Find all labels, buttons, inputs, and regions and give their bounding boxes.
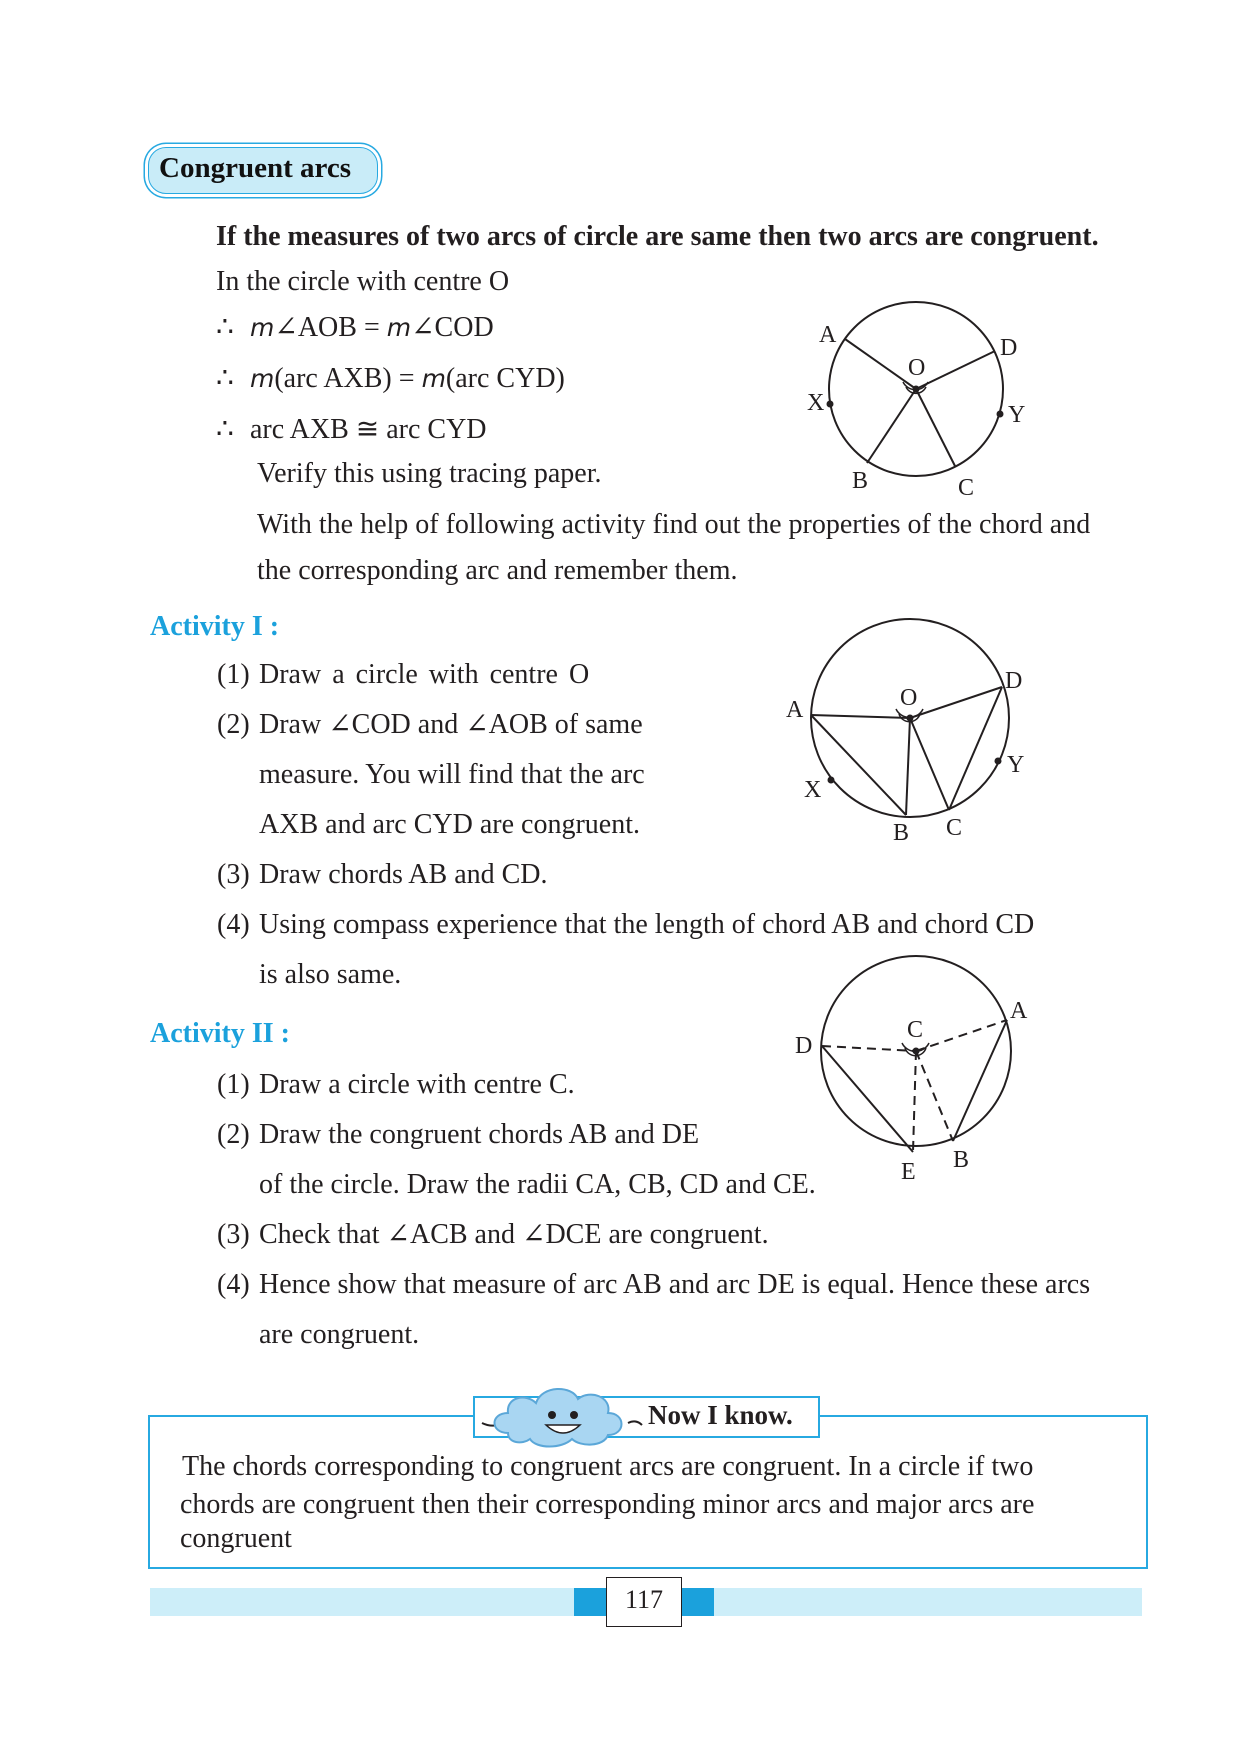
activity-2-item-4-line-2: are congruent.	[259, 1319, 420, 1350]
activity-2-item-2-line-2: of the circle. Draw the radii CA, CB, CD and CE.	[259, 1169, 816, 1200]
label-Y: Y	[1007, 752, 1025, 778]
activity-1-item-4-line-2: is also same.	[259, 959, 402, 990]
therefore-icon: ∴	[216, 312, 234, 343]
therefore-icon: ∴	[216, 363, 234, 394]
label-E: E	[901, 1159, 916, 1185]
label-C: C	[958, 475, 975, 500]
label-A: A	[1010, 998, 1028, 1024]
activity-1-title: Activity I :	[150, 611, 280, 642]
label-O: O	[908, 355, 926, 381]
label-B: B	[953, 1147, 970, 1173]
label-B: B	[893, 820, 910, 846]
figure-3-circle	[785, 945, 1045, 1185]
activity-1-item-2: (2) Draw ∠COD and ∠AOB of same	[217, 709, 643, 740]
section-heading: Congruent arcs	[159, 152, 351, 184]
activity-1-item-2-line-2: measure. You will find that the arc	[259, 759, 645, 790]
intro-line: In the circle with centre O	[216, 266, 510, 297]
figure-1-circle	[795, 290, 1055, 500]
activity-intro-line-1: With the help of following activity find out the properties of the chord and	[257, 509, 1091, 540]
now-i-know-label: Now I know.	[648, 1400, 793, 1430]
now-i-know-line-2: chords are congruent then their corresponding minor arcs and major arcs are	[180, 1489, 1035, 1520]
label-C: C	[946, 815, 963, 841]
label-C: C	[907, 1017, 924, 1043]
activity-intro-line-2: the corresponding arc and remember them.	[257, 555, 738, 586]
activity-1-item-1: (1) Draw a circle with centre O	[217, 659, 590, 690]
page-number: 117	[624, 1585, 664, 1614]
now-i-know-line-3: congruent	[180, 1523, 292, 1554]
section-heading-box	[148, 147, 378, 194]
cloud-mascot-icon	[480, 1383, 648, 1451]
step-3: ∴ arc AXB ≅ arc CYD	[216, 414, 487, 445]
step-1: ∴ m∠AOB = m∠COD	[216, 312, 494, 343]
label-D: D	[795, 1033, 813, 1059]
activity-1-item-4: (4) Using compass experience that the length of chord AB and chord CD	[217, 909, 1035, 940]
label-Y: Y	[1008, 402, 1026, 428]
label-X: X	[807, 390, 825, 416]
label-X: X	[804, 777, 822, 803]
activity-2-item-2: (2) Draw the congruent chords AB and DE	[217, 1119, 700, 1150]
step-2: ∴ m(arc AXB) = m(arc CYD)	[216, 363, 565, 394]
activity-2-item-4: (4) Hence show that measure of arc AB and arc DE is equal. Hence these arcs	[217, 1269, 1091, 1300]
definition: If the measures of two arcs of circle are same then two arcs are congruent.	[216, 221, 1099, 252]
verify-line: Verify this using tracing paper.	[257, 458, 602, 489]
label-O: O	[900, 685, 918, 711]
activity-1-item-3: (3) Draw chords AB and CD.	[217, 859, 548, 890]
label-B: B	[852, 468, 869, 494]
activity-2-title: Activity II :	[150, 1018, 290, 1049]
therefore-icon: ∴	[216, 414, 234, 445]
activity-1-item-2-line-3: AXB and arc CYD are congruent.	[259, 809, 640, 840]
now-i-know-line-1: The chords corresponding to congruent arcs are congruent. In a circle if two	[182, 1451, 1034, 1482]
label-A: A	[786, 697, 804, 723]
label-D: D	[1000, 335, 1018, 361]
activity-2-item-3: (3) Check that ∠ACB and ∠DCE are congruent.	[217, 1219, 769, 1250]
figure-2-circle	[782, 605, 1052, 855]
label-D: D	[1005, 668, 1023, 694]
activity-2-item-1: (1) Draw a circle with centre C.	[217, 1069, 575, 1100]
label-A: A	[819, 322, 837, 348]
